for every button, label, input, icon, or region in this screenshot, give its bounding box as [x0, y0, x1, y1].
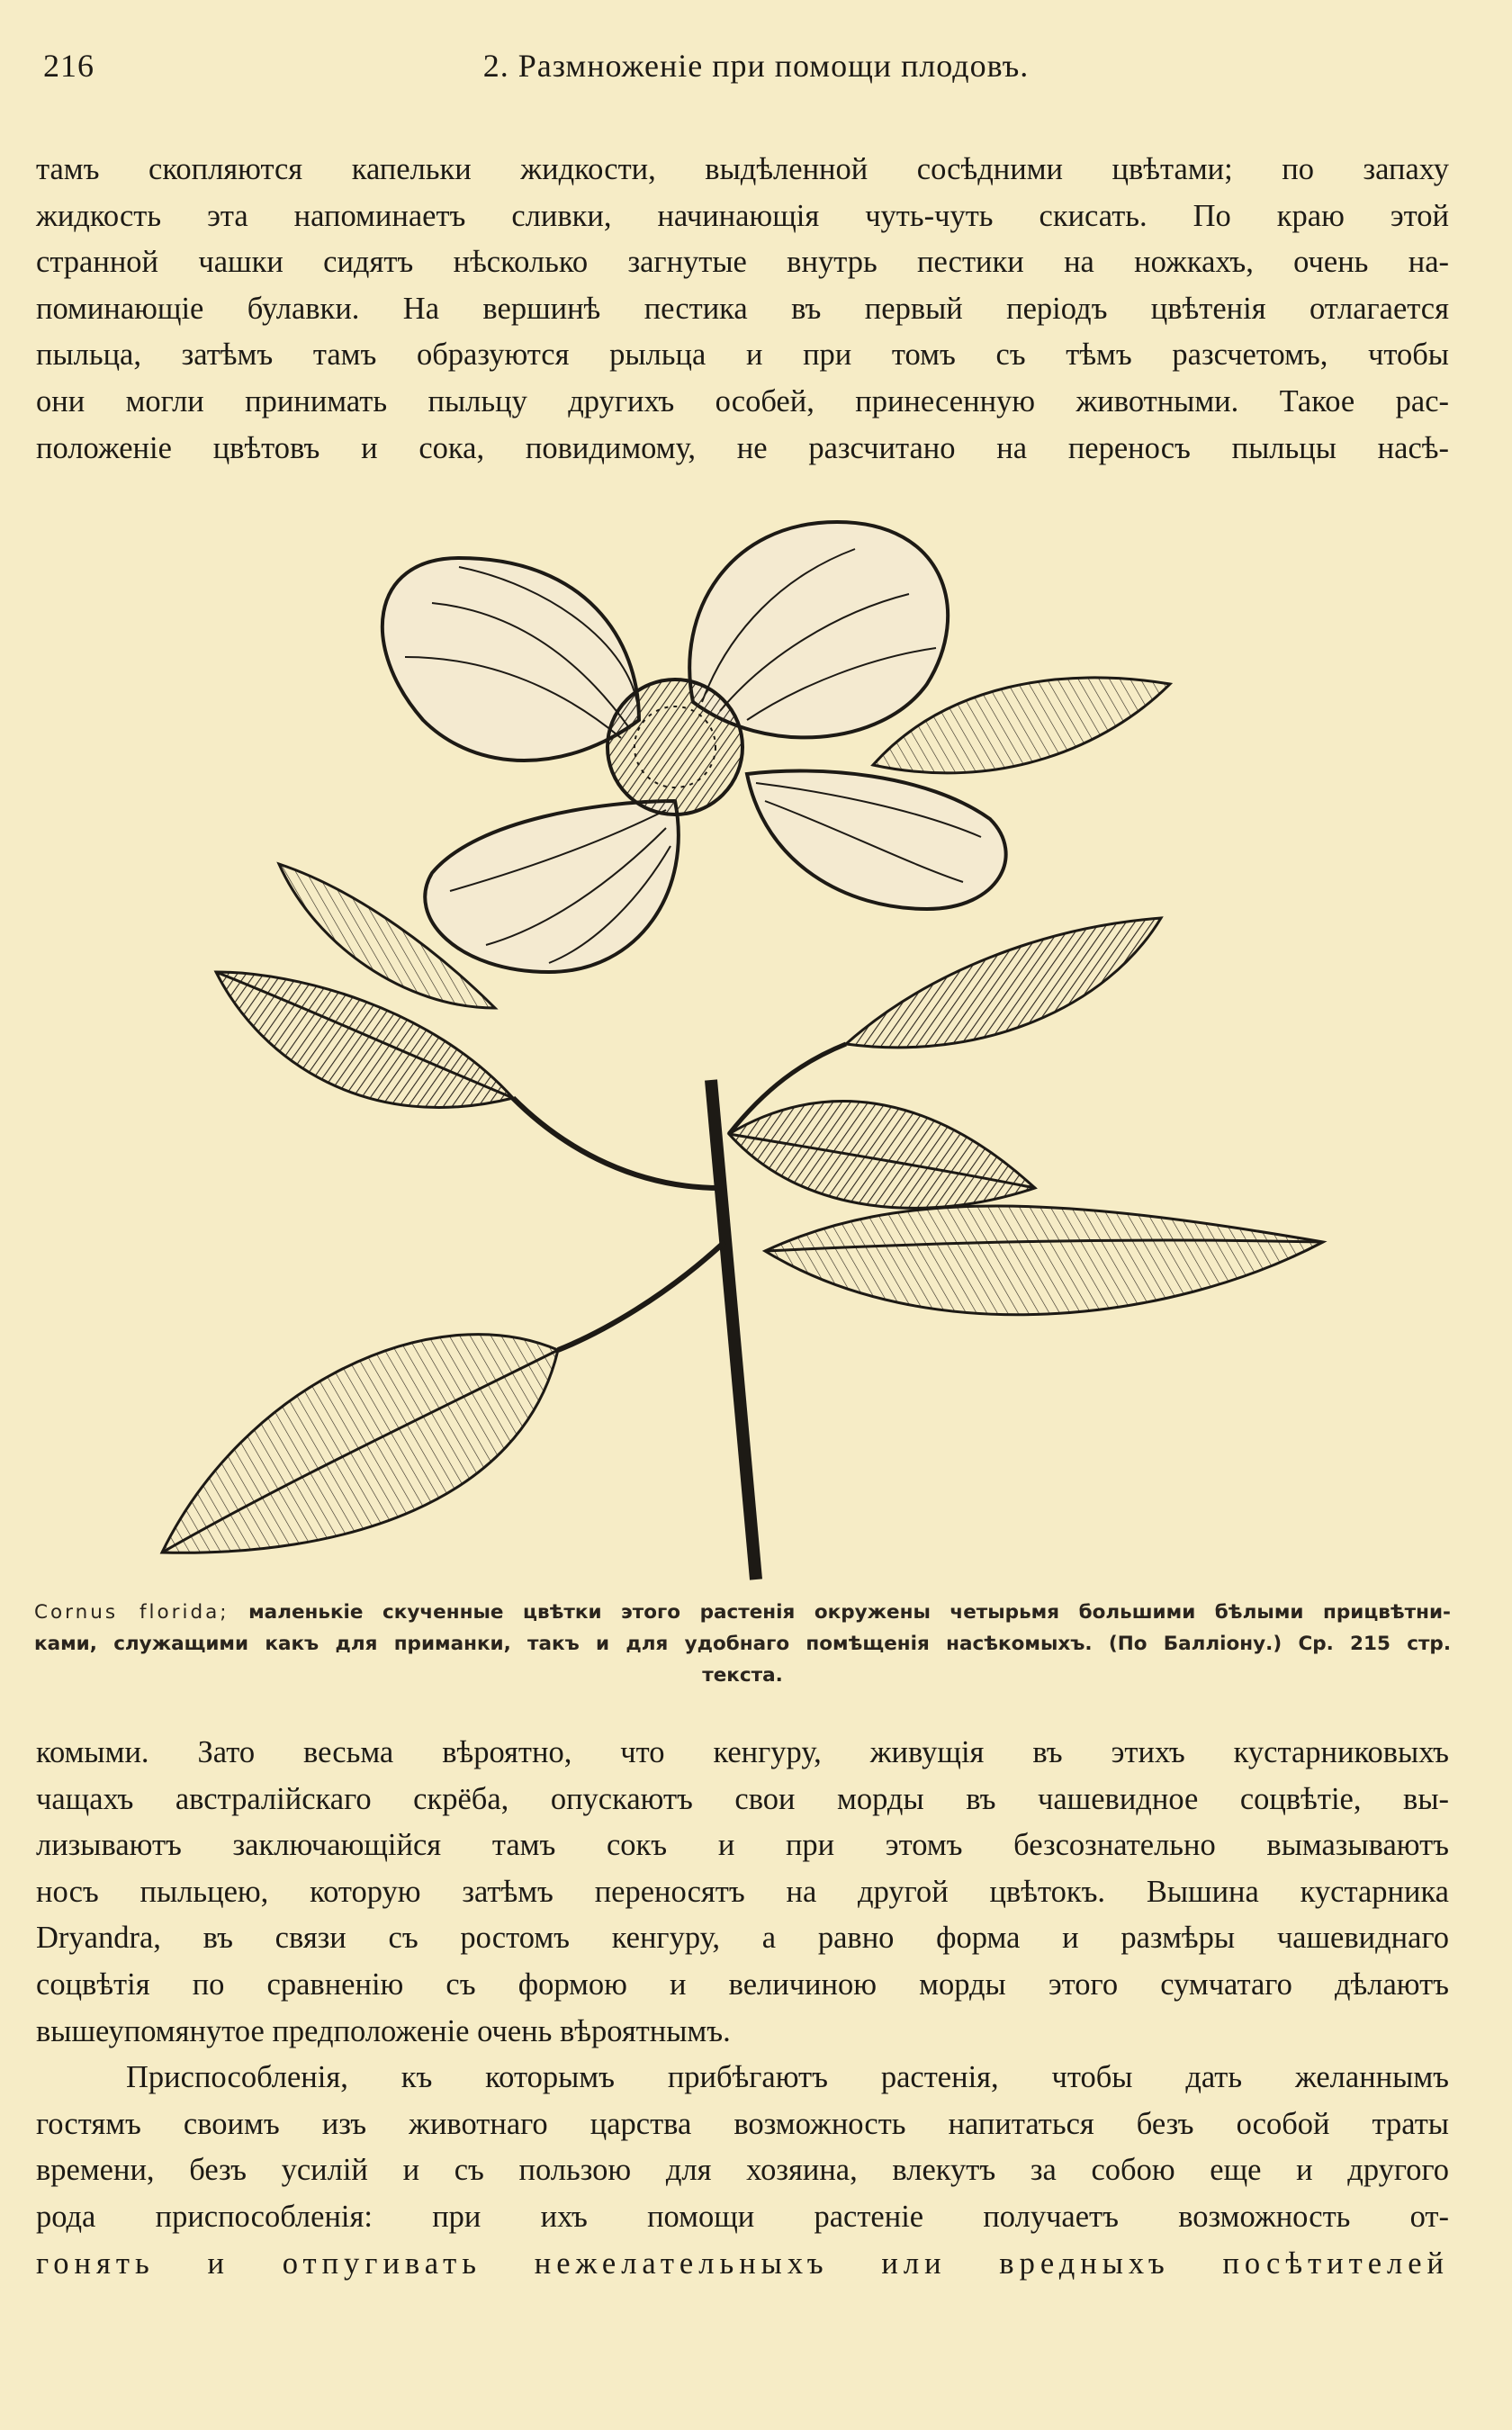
- text-line: чащахъ австралійскаго скрёба, опускаютъ свои морды въ чашевидное соцвѣтіе, вы-: [36, 1781, 1449, 1816]
- latin-name: Cornus florida;: [34, 1601, 230, 1624]
- text-line: странной чашки сидятъ нѣсколько загнутые внутрь пестики на ножкахъ, очень на-: [36, 245, 1449, 280]
- text-line: соцвѣтія по сравненію съ формою и величиною морды этого сумчатаго дѣлаютъ: [36, 1966, 1449, 2002]
- text-line: лизываютъ заключающійся тамъ сокъ и при этомъ безсознательно вымазываютъ: [36, 1828, 1449, 1863]
- caption-line: ками, служащими какъ для приманки, такъ и для удобнаго помѣщенія насѣкомыхъ. (По Балліону.) Ср. 215 стр.: [34, 1633, 1451, 1655]
- page-number: 216: [43, 48, 94, 84]
- text-line: рода приспособленія: при ихъ помощи растеніе получаетъ возможность от-: [36, 2199, 1449, 2234]
- text-line: они могли принимать пыльцу другихъ особей, принесенную животными. Такое рас-: [36, 383, 1449, 418]
- figure-caption: [34, 1597, 1451, 1691]
- flower-head: [608, 680, 742, 814]
- page-header: [36, 47, 1476, 94]
- text-line: Приспособленія, къ которымъ прибѣгаютъ растенія, чтобы дать желаннымъ: [126, 2060, 1449, 2095]
- text-line: гонять и отпугивать нежелательныхъ или вредныхъ посѣтителей: [36, 2246, 1449, 2281]
- bract: [425, 801, 679, 972]
- text-line: пыльца, затѣмъ тамъ образуются рыльца и при томъ съ тѣмъ разсчетомъ, чтобы: [36, 338, 1449, 373]
- bottom-text: [36, 1730, 1449, 2287]
- flower-engraving: [135, 504, 1341, 1584]
- text-line: жидкость эта напоминаетъ сливки, начинающія чуть-чуть скисать. По краю этой: [36, 198, 1449, 233]
- text-line: поминающіе булавки. На вершинѣ пестика въ первый періодъ цвѣтенія отлагается: [36, 291, 1449, 326]
- leaf: [846, 918, 1161, 1048]
- leaf: [729, 1102, 1035, 1209]
- text-line: гостямъ своимъ изъ животнаго царства возможность напитаться безъ особой траты: [36, 2106, 1449, 2141]
- cornus-florida-illustration: [135, 504, 1341, 1584]
- top-paragraph: [36, 147, 1449, 472]
- leaf: [162, 1335, 558, 1553]
- text-line: комыми. Зато весьма вѣроятно, что кенгуру, живущія въ этихъ кустарниковыхъ: [36, 1735, 1449, 1769]
- bract: [382, 558, 639, 760]
- caption-line: текста.: [702, 1664, 783, 1687]
- running-head: 2. Размноженіе при помощи плодовъ.: [482, 48, 1030, 84]
- caption-line: Cornus florida; маленькіе скученные цвѣтки этого растенія окружены четырьмя большими бѣлыми прицвѣтни-: [34, 1601, 1451, 1624]
- text-line: Dryandra, въ связи съ ростомъ кенгуру, а равно форма и размѣры чашевиднаго: [36, 1921, 1449, 1956]
- text-line: носъ пыльцею, которую затѣмъ переносятъ на другой цвѣтокъ. Вышина кустарника: [36, 1874, 1449, 1909]
- text-line: времени, безъ усилій и съ пользою для хозяина, влекутъ за собою еще и другого: [36, 2153, 1449, 2188]
- leaf: [765, 1206, 1323, 1315]
- text-line: вышеупомянутое предположеніе очень вѣроятнымъ.: [36, 2013, 731, 2048]
- text-line: положеніе цвѣтовъ и сока, повидимому, не разсчитано на переносъ пыльцы насѣ-: [36, 430, 1449, 465]
- bract: [747, 771, 1006, 909]
- text-line: тамъ скопляются капельки жидкости, выдѣленной сосѣдними цвѣтами; по запаху: [36, 152, 1449, 186]
